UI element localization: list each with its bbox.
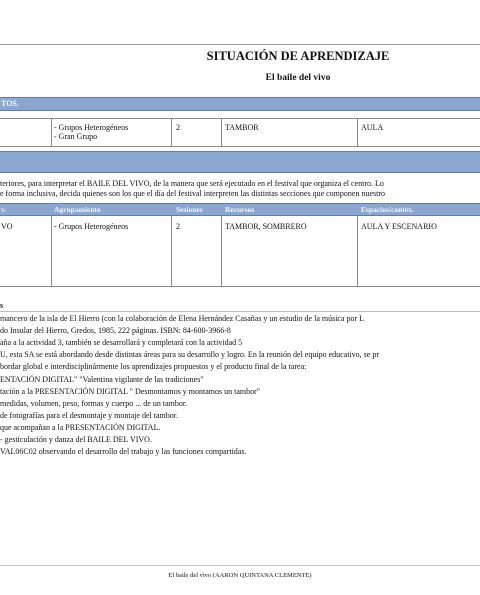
table1-agrupamiento-line1: - Grupos Heterogéneos xyxy=(54,123,129,132)
page-title: SITUACIÓN DE APRENDIZAJE xyxy=(206,49,390,63)
table1-top-border xyxy=(0,118,480,119)
notes-line: aña a la actividad 3, también se desarrollará y completará con la actividad 5 xyxy=(0,338,243,347)
section2-description-line1: teriores, para interpretar el BAILE DEL VIVO, de la manera que será ejecutado en el festival que organiza el centro. Lo xyxy=(0,179,384,188)
page-subtitle: El baile del vivo xyxy=(265,73,331,83)
table2-divider xyxy=(221,216,222,286)
top-rule xyxy=(0,44,480,45)
notes-rule xyxy=(0,311,480,312)
table1-divider xyxy=(51,118,52,146)
table2-agrupamiento: - Grupos Heterogéneos xyxy=(54,222,129,231)
table1-recursos: TAMBOR xyxy=(225,123,259,132)
notes-line: medidas, volumen, peso, formas y cuerpo ... de un tambor. xyxy=(0,399,188,408)
table1-espacios: AULA xyxy=(361,123,384,132)
table2-col-sesiones: Sesiones xyxy=(176,205,203,214)
notes-line: de fotografías para el desmontaje y montaje del tambor. xyxy=(0,411,178,420)
table2-divider xyxy=(171,216,172,286)
table2-header xyxy=(0,203,480,216)
table1-agrupamiento-line2: - Gran Grupo xyxy=(54,132,98,141)
table2-col-actividad: v. xyxy=(1,205,7,214)
notes-line: - gesticulación y danza del BAILE DEL VIVO. xyxy=(0,435,152,444)
notes-line: U, esta SA se está abordando desde distintas áreas para su desarrollo y logro. En la reunión del equipo educativo, se pr xyxy=(0,350,380,359)
table2-col-recursos: Recursos xyxy=(225,205,255,214)
section2-description-line2: e forma inclusiva, decida quienes son los que el día del festival interpreten las distintas secciones que componen nuestro xyxy=(0,189,385,198)
notes-line: mancero de la isla de El Hierro (con la colaboración de Elena Hernández Casañas y un estudio de la música por L xyxy=(0,314,365,323)
footer-text: El baile del vivo (AARON QUINTANA CLEMENTE) xyxy=(168,572,312,579)
section-bar-1 xyxy=(0,97,480,111)
table2-divider xyxy=(51,216,52,286)
notes-heading: s xyxy=(0,301,4,310)
table1-divider xyxy=(171,118,172,146)
table1-sesiones: 2 xyxy=(176,123,180,132)
table1-divider xyxy=(357,118,358,146)
notes-line: tación a la PRESENTACIÓN DIGITAL " Desmontamos y montamos un tambor" xyxy=(0,387,261,396)
table2-sesiones: 2 xyxy=(176,222,180,231)
table2-col-espacios: Espacios/contex. xyxy=(361,205,414,214)
notes-line: do Insular del Hierro, Gredos, 1985, 222 páginas. ISBN: 84-600-3966-8 xyxy=(0,326,231,335)
footer-rule xyxy=(0,565,480,566)
table2-bottom-border xyxy=(0,286,480,287)
table2-col-agrupamiento: Agrupamiento xyxy=(54,205,101,214)
notes-line: ENTACIÓN DIGITAL" "Valentina vigilante de las tradiciones" xyxy=(0,375,204,384)
table2-divider xyxy=(357,216,358,286)
section-bar-1-label: TOS. xyxy=(1,99,19,108)
notes-line: VAL06C02 observando el desarrollo del trabajo y las funciones compartidas. xyxy=(0,447,247,456)
table2-espacios: AULA Y ESCENARIO xyxy=(361,222,437,231)
table1-divider xyxy=(221,118,222,146)
table1-bottom-border xyxy=(0,146,480,147)
section-bar-2 xyxy=(0,151,480,173)
notes-line: que acompañan a la PRESENTACIÓN DIGITAL. xyxy=(0,423,161,432)
table2-recursos: TAMBOR, SOMBRERO xyxy=(225,222,307,231)
table2-actividad: VO xyxy=(1,222,13,231)
notes-line: bordar global e interdisciplinármente los aprendizajes propuestos y el producto final de la tarea: xyxy=(0,362,307,371)
